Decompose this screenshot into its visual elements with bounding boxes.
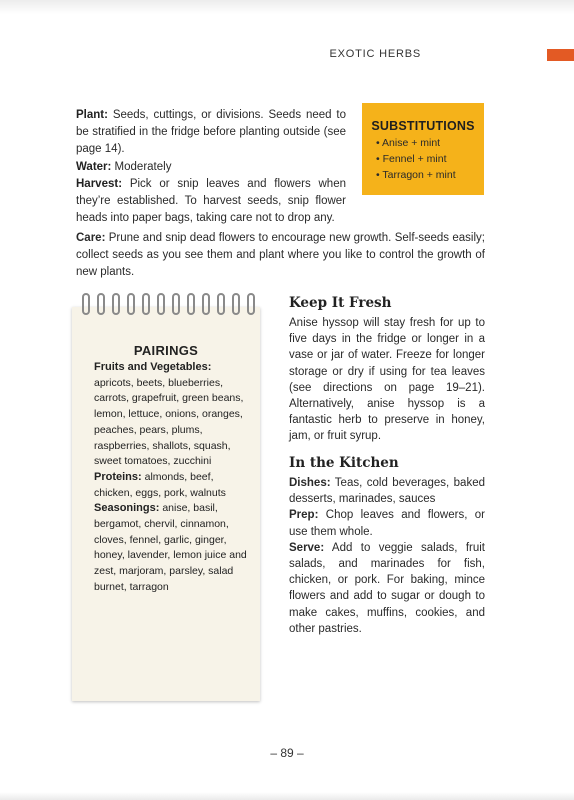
proteins-label: Proteins: <box>94 470 142 483</box>
keep-fresh-body: Anise hyssop will stay fresh for up to five days in the fridge or longer in a vase or jar of water. Freeze for longer storage or dry if using for tea leaves (see directions on page 19–21). Alternatively, anise hyssop is a fantastic herb to preserve in honey, jam, or fruit syrup. <box>289 317 485 443</box>
spiral-ring-icon <box>187 293 195 315</box>
spiral-ring-icon <box>217 293 225 315</box>
section-title: EXOTIC HERBS <box>329 48 421 60</box>
seasonings-label: Seasonings: <box>94 502 160 515</box>
fruits-text: apricots, beets, blueberries, carrots, grapefruit, green beans, lemon, lettuce, onions, oranges, peaches, pears, plums, raspberries, shallots, squash, sweet tomatoes, zucchini <box>94 376 244 468</box>
substitution-item: • Fennel + mint <box>376 153 447 165</box>
substitutions-title: SUBSTITUTIONS <box>371 119 475 133</box>
serve-text: Add to veggie salads, fruit salads, and marinades for fish, chicken, or pork. For baking, mince flowers and add to sugar or dough to make cakes, muffins, cookies, and other pastries. <box>289 541 485 635</box>
spiral-ring-icon <box>127 293 135 315</box>
keep-fresh-section <box>289 295 485 445</box>
page-number: – 89 – <box>270 746 304 760</box>
seasonings-text: anise, basil, bergamot, chervil, cinnamon, cloves, fennel, garlic, ginger, honey, lavender, lemon juice and zest, marjoram, parsley, salad burnet, tarragon <box>94 502 247 593</box>
dishes-label: Dishes: <box>289 477 331 489</box>
proteins-text: almonds, beef, chicken, eggs, pork, walnuts <box>94 470 226 499</box>
plant-paragraph <box>76 107 346 159</box>
substitution-item: • Anise + mint <box>376 137 441 149</box>
serve-paragraph <box>289 540 485 637</box>
spiral-ring-icon <box>172 293 180 315</box>
spiral-ring-icon <box>232 293 240 315</box>
substitutions-list <box>362 135 484 183</box>
spiral-ring-icon <box>157 293 165 315</box>
water-paragraph <box>76 159 346 176</box>
spiral-ring-icon <box>112 293 120 315</box>
page-top-edge <box>0 0 574 14</box>
care-label: Care: <box>76 231 106 244</box>
serve-label: Serve: <box>289 541 325 554</box>
spiral-ring-icon <box>247 293 255 315</box>
kitchen-title: In the Kitchen <box>289 455 399 471</box>
substitutions-box <box>362 103 484 195</box>
kitchen-section <box>289 455 485 637</box>
pairings-title: PAIRINGS <box>133 343 199 358</box>
pairings-body <box>94 360 254 596</box>
growing-info <box>76 107 346 227</box>
prep-paragraph <box>289 507 485 539</box>
prep-label: Prep: <box>289 509 319 522</box>
spiral-ring-icon <box>82 293 90 315</box>
water-label: Water: <box>76 160 112 173</box>
spiral-ring-icon <box>142 293 150 315</box>
spiral-binding <box>80 291 255 319</box>
keep-fresh-title: Keep It Fresh <box>289 295 392 311</box>
harvest-text: Pick or snip leaves and flowers when they’re established. To harvest seeds, snip flower heads into paper bags, taking care not to drop any. <box>76 177 346 225</box>
section-accent-bar <box>547 49 574 61</box>
harvest-label: Harvest: <box>76 177 123 190</box>
care-text: Prune and snip dead flowers to encourage new growth. Self-seeds easily; collect seeds as you see them and plant where you like to control the growth of new plants. <box>76 231 485 278</box>
pairings-notepad <box>70 291 262 703</box>
page-bottom-edge <box>0 792 574 800</box>
spiral-ring-icon <box>202 293 210 315</box>
dishes-paragraph <box>289 475 485 507</box>
substitution-item: • Tarragon + mint <box>376 169 456 181</box>
care-paragraph <box>76 230 485 282</box>
fruits-label: Fruits and Vegetables: <box>94 361 212 373</box>
spiral-ring-icon <box>97 293 105 315</box>
plant-label: Plant: <box>76 109 108 121</box>
prep-text: Chop leaves and flowers, or use them whole. <box>289 509 485 538</box>
water-text: Moderately <box>111 160 172 173</box>
harvest-paragraph <box>76 176 346 228</box>
plant-text: Seeds, cuttings, or divisions. Seeds need to be stratified in the fridge before planting outside (see page 14). <box>76 109 346 156</box>
dishes-text: Teas, cold beverages, baked desserts, marinades, sauces <box>289 477 485 506</box>
